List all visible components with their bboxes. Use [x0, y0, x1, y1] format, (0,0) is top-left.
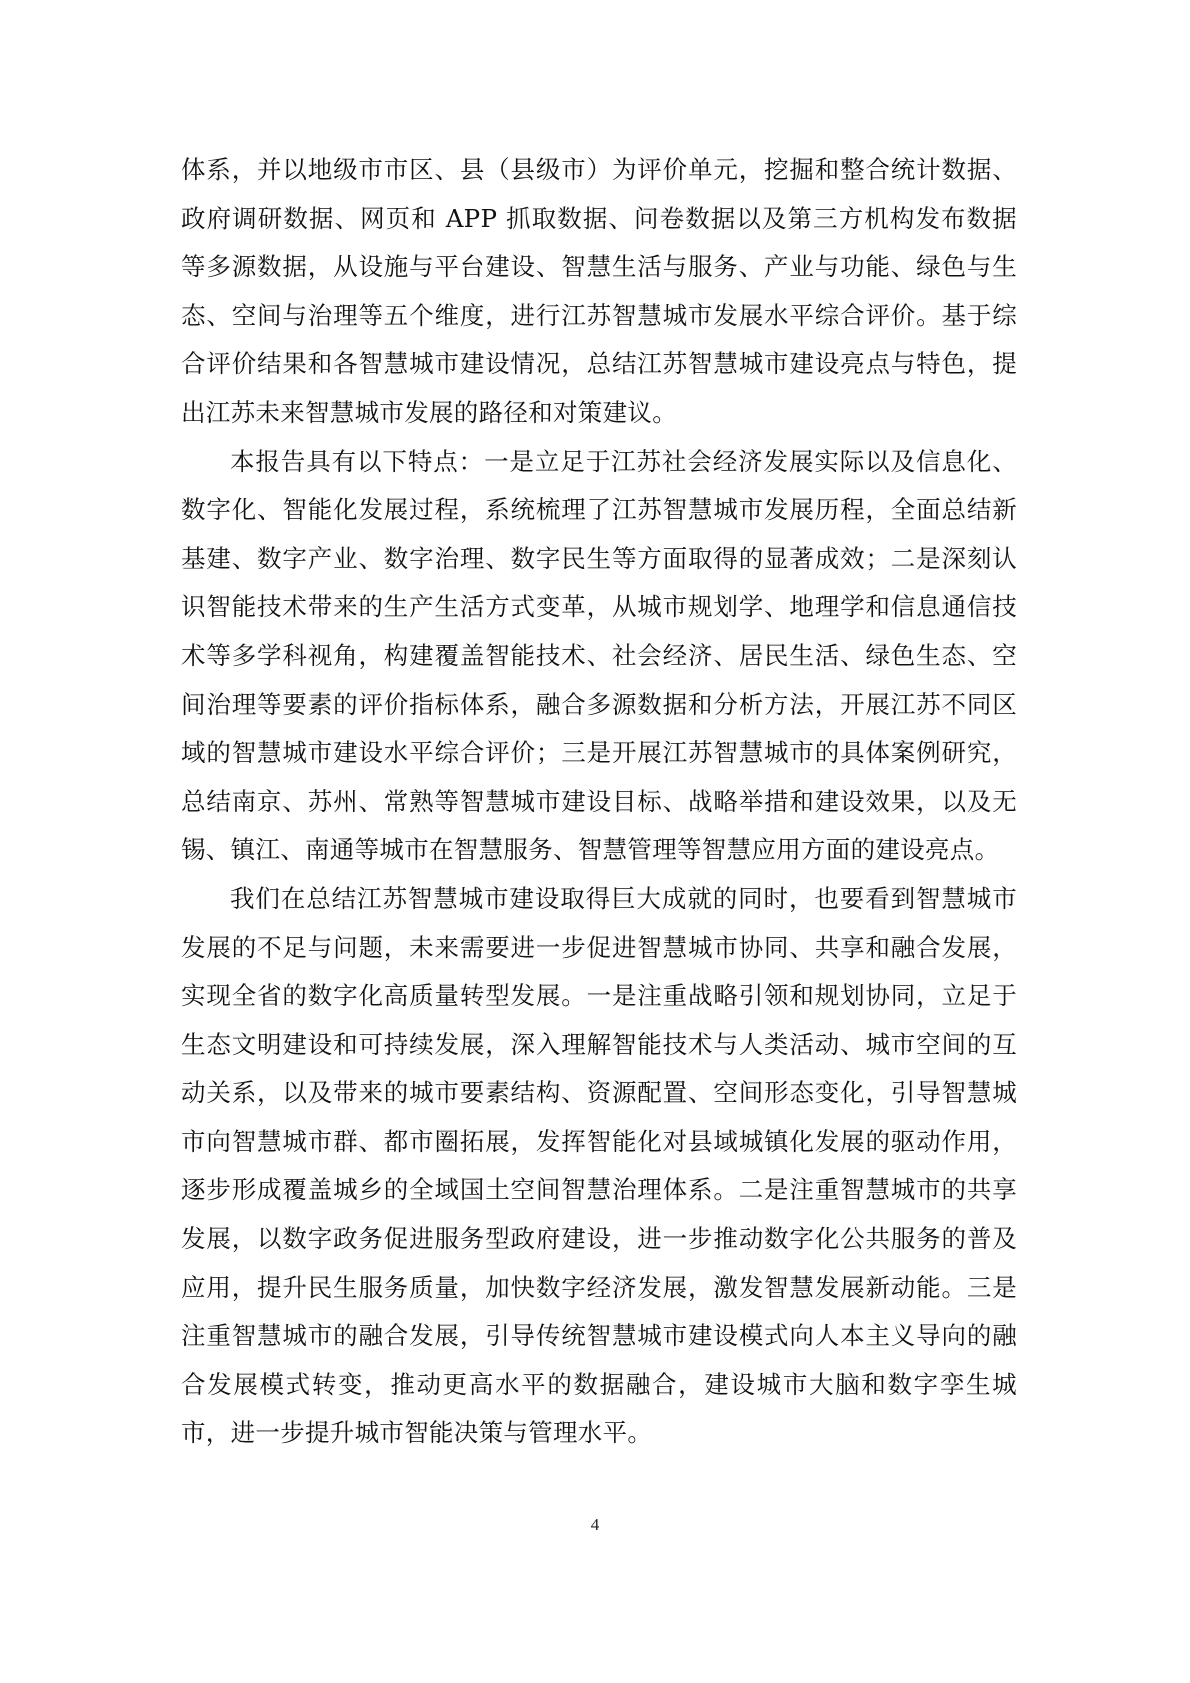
page-number: 4 [590, 1515, 600, 1534]
paragraph-continuation: 体系，并以地级市市区、县（县级市）为评价单元，挖掘和整合统计数据、政府调研数据、网页和 APP 抓取数据、问卷数据以及第三方机构发布数据等多源数据，从设施与平台建设、智慧生活与服务、产业与功能、绿色与生态、空间与治理等五个维度，进行江苏智慧城市发展水平综合评价。基于综合评价结果和各智慧城市建设情况，总结江苏智慧城市建设亮点与特色，提出江苏未来智慧城市发展的路径和对策建议。 [181, 155, 1017, 427]
paragraph-report-features: 本报告具有以下特点：一是立足于江苏社会经济发展实际以及信息化、数字化、智能化发展过程，系统梳理了江苏智慧城市发展历程，全面总结新基建、数字产业、数字治理、数字民生等方面取得的显著成效；二是深刻认识智能技术带来的生产生活方式变革，从城市规划学、地理学和信息通信技术等多学科视角，构建覆盖智能技术、社会经济、居民生活、绿色生态、空间治理等要素的评价指标体系，融合多源数据和分析方法，开展江苏不同区域的智慧城市建设水平综合评价；三是开展江苏智慧城市的具体案例研究，总结南京、苏州、常熟等智慧城市建设目标、战略举措和建设效果，以及无锡、镇江、南通等城市在智慧服务、智慧管理等智慧应用方面的建设亮点。 [181, 446, 1017, 865]
paragraph-future-directions: 我们在总结江苏智慧城市建设取得巨大成就的同时，也要看到智慧城市发展的不足与问题，未来需要进一步促进智慧城市协同、共享和融合发展，实现全省的数字化高质量转型发展。一是注重战略引领和规划协同，立足于生态文明建设和可持续发展，深入理解智能技术与人类活动、城市空间的互动关系，以及带来的城市要素结构、资源配置、空间形态变化，引导智慧城市向智慧城市群、都市圈拓展，发挥智能化对县域城镇化发展的驱动作用，逐步形成覆盖城乡的全域国土空间智慧治理体系。二是注重智慧城市的共享发展，以数字政务促进服务型政府建设，进一步推动数字化公共服务的普及应用，提升民生服务质量，加快数字经济发展，激发智慧发展新动能。三是注重智慧城市的融合发展，引导传统智慧城市建设模式向人本主义导向的融合发展模式转变，推动更高水平的数据融合，建设城市大脑和数字孪生城市，进一步提升城市智能决策与管理水平。 [181, 883, 1017, 1448]
body-text [181, 146, 1017, 1458]
